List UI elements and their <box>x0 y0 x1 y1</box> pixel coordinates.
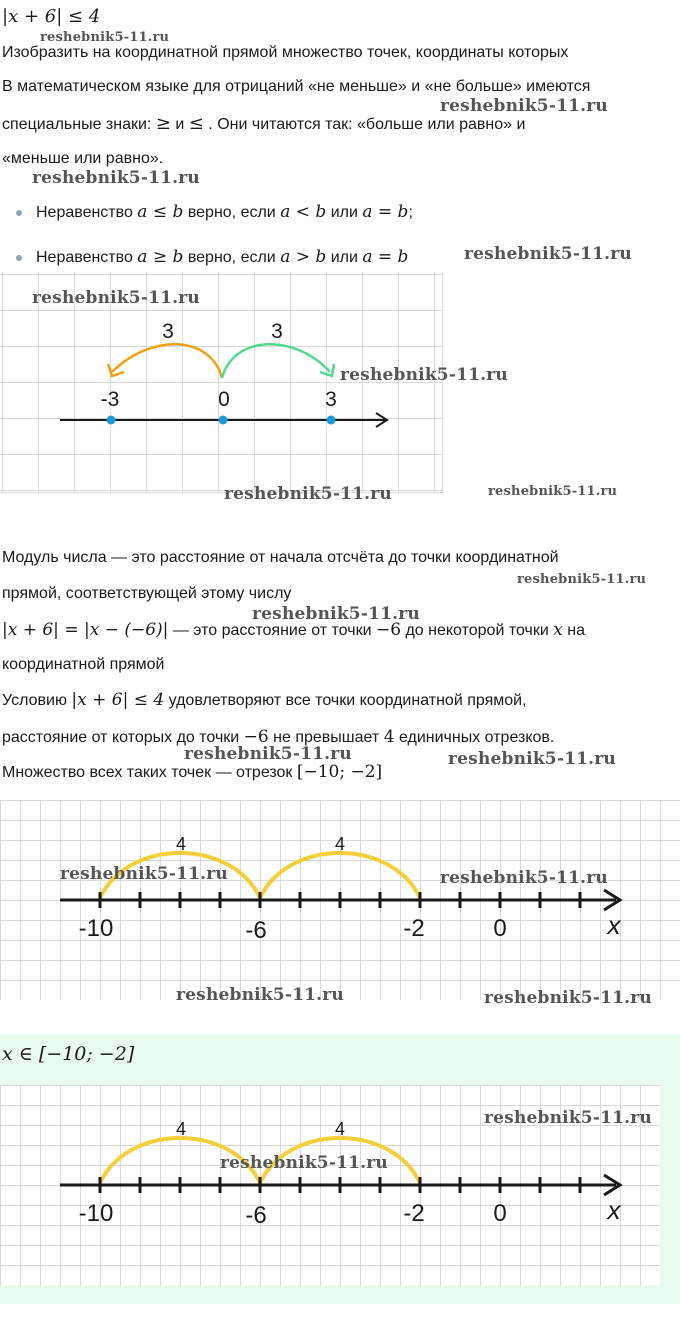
theory-line-3: «меньше или равно». <box>2 150 164 167</box>
watermark: reshebnik5-11.ru <box>252 604 420 624</box>
tick-label-minus3: -3 <box>100 388 120 411</box>
watermark: reshebnik5-11.ru <box>488 484 618 499</box>
condition-sentence <box>2 690 527 710</box>
theory-text: . Они читаются так: «больше или равно» и <box>208 116 526 133</box>
tick-label-minus2: -2 <box>403 915 425 942</box>
expl-number: −6 <box>243 727 269 747</box>
watermark: reshebnik5-11.ru <box>176 985 344 1005</box>
watermark: reshebnik5-11.ru <box>340 365 508 385</box>
watermark: reshebnik5-11.ru <box>484 1108 652 1128</box>
distance-sentence-2: координатной прямой <box>2 656 165 673</box>
bullet-item-1 <box>36 202 413 222</box>
tick-label-0: 0 <box>493 915 507 942</box>
bullet-text: ; <box>408 204 413 221</box>
tick-label-0: 0 <box>218 388 230 411</box>
watermark: reshebnik5-11.ru <box>32 288 200 308</box>
right-arc <box>222 344 330 378</box>
expl-text: Множество всех таких точек — отрезок <box>2 764 297 781</box>
bullet-text: верно, если <box>187 249 281 266</box>
tick-label-0: 0 <box>493 1200 507 1227</box>
tick-label-minus6: -6 <box>245 917 267 944</box>
modulus-definition-1: Модуль числа — это расстояние от начала отсчёта до точки координатной <box>2 549 559 566</box>
expl-text: не превышает <box>268 729 384 746</box>
watermark: reshebnik5-11.ru <box>184 744 352 764</box>
bullet-expr: a = b <box>362 202 409 222</box>
bullet-text: или <box>330 204 363 221</box>
watermark: reshebnik5-11.ru <box>40 30 170 45</box>
left-arc-arrowhead <box>108 364 124 376</box>
watermark: reshebnik5-11.ru <box>448 749 616 769</box>
number-line-figure-2 <box>0 800 680 1000</box>
segment-expr: [−10; −2] <box>296 762 383 782</box>
watermark: reshebnik5-11.ru <box>464 244 632 264</box>
arc-label-right: 3 <box>271 320 283 343</box>
tick-label-minus2: -2 <box>403 1200 425 1227</box>
task-text: Изобразить на координатной прямой множество точек, координаты которых <box>2 44 569 61</box>
expl-text: расстояние от которых до точки <box>2 729 244 746</box>
segment-sentence <box>2 762 382 782</box>
arc-label-left: 4 <box>175 834 187 854</box>
bullet-text: Неравенство <box>36 249 138 266</box>
expl-number: −6 <box>375 620 402 640</box>
bullet-dot <box>16 210 22 216</box>
and-word: и <box>175 116 189 133</box>
bullet-text: или <box>330 249 363 266</box>
theory-line-2 <box>2 113 525 134</box>
arc-label-right: 4 <box>334 1119 346 1139</box>
expl-text: до некоторой точки <box>401 622 554 639</box>
theory-text: специальные знаки: <box>2 116 156 133</box>
le-symbol: ≤ <box>188 113 204 134</box>
expl-text: на <box>562 622 586 639</box>
bullet-expr: a > b <box>280 247 327 267</box>
arc-right <box>260 853 420 898</box>
bullet-expr: a < b <box>280 202 327 222</box>
expl-text: Условию <box>2 692 72 709</box>
tick-label-3: 3 <box>325 388 337 411</box>
watermark: reshebnik5-11.ru <box>60 864 228 884</box>
bullet-item-2 <box>36 247 408 267</box>
watermark: reshebnik5-11.ru <box>32 168 200 188</box>
point-minus3 <box>107 416 116 425</box>
expl-number: 4 <box>383 727 395 747</box>
bullet-expr: a ≥ b <box>137 247 184 267</box>
axis-label-x: x <box>607 1195 621 1225</box>
arc-label-left: 4 <box>175 1119 187 1139</box>
watermark: reshebnik5-11.ru <box>224 484 392 504</box>
condition-expr: |x + 6| ≤ 4 <box>71 690 165 710</box>
theory-line-1: В математическом языке для отрицаний «не меньше» и «не больше» имеются <box>2 78 591 95</box>
distance-expr: |x + 6| = |x − (−6)| <box>2 620 169 640</box>
bullet-text: верно, если <box>187 204 281 221</box>
inequality-heading: |x + 6| ≤ 4 <box>2 6 101 27</box>
bullet-dot <box>16 255 22 261</box>
tick-label-minus6: -6 <box>245 1202 267 1229</box>
expl-var: x <box>553 620 563 640</box>
expl-text: единичных отрезков. <box>394 729 555 746</box>
bullet-text: Неравенство <box>36 204 138 221</box>
bullet-expr: a = b <box>362 247 409 267</box>
modulus-definition-2: прямой, соответствующей этому числу <box>2 585 292 602</box>
watermark: reshebnik5-11.ru <box>220 1153 388 1173</box>
bullet-expr: a ≤ b <box>137 202 184 222</box>
point-3 <box>327 416 336 425</box>
watermark: reshebnik5-11.ru <box>440 96 608 116</box>
tick-label-minus10: -10 <box>78 1200 114 1227</box>
answer-expr: x ∈ [−10; −2] <box>2 1043 135 1065</box>
watermark: reshebnik5-11.ru <box>517 572 647 587</box>
point-0 <box>219 416 228 425</box>
left-arc <box>112 344 222 378</box>
ge-symbol: ≥ <box>155 113 171 134</box>
arc-label-left: 3 <box>162 320 174 343</box>
expl-text: удовлетворяют все точки координатной прямой, <box>164 692 527 709</box>
watermark: reshebnik5-11.ru <box>440 868 608 888</box>
watermark: reshebnik5-11.ru <box>484 988 652 1008</box>
arc-label-right: 4 <box>334 834 346 854</box>
expl-text: — это расстояние от точки <box>168 622 376 639</box>
tick-label-minus10: -10 <box>78 915 114 942</box>
axis-label-x: x <box>607 910 621 940</box>
